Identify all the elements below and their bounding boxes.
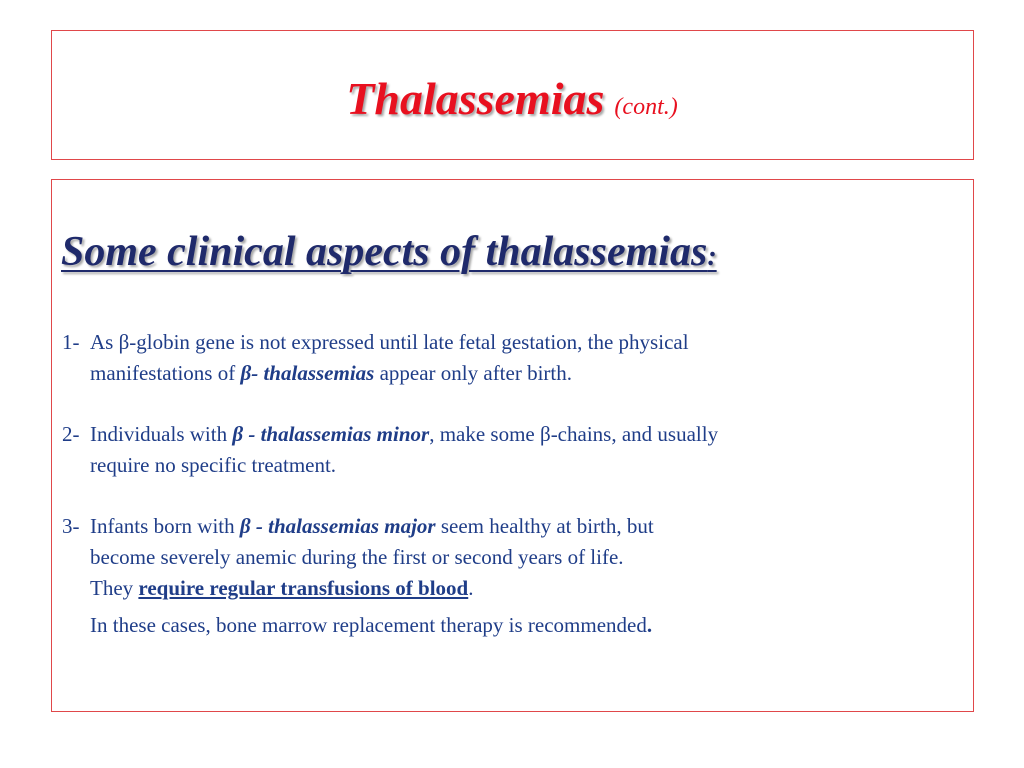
list-item-2 bbox=[62, 419, 718, 481]
list-item-3 bbox=[62, 511, 654, 641]
item-continuation bbox=[62, 610, 654, 641]
title-sub: (cont.) bbox=[614, 94, 678, 120]
item-number: 3- bbox=[62, 514, 80, 538]
item-emphasis: β- thalassemias bbox=[240, 361, 375, 385]
section-heading-text: Some clinical aspects of thalassemias bbox=[61, 229, 708, 275]
item-number: 2- bbox=[62, 422, 80, 446]
item-continuation bbox=[62, 358, 689, 389]
section-heading-colon: : bbox=[707, 241, 717, 272]
title-main: Thalassemias bbox=[346, 73, 605, 124]
item-number: 1- bbox=[62, 330, 80, 354]
item-text: In these cases, bone marrow replacement therapy is recommended bbox=[90, 613, 647, 637]
item-text: become severely anemic during the first or second years of life. bbox=[90, 545, 624, 569]
item-text: seem healthy at birth, but bbox=[435, 514, 654, 538]
item-text: They bbox=[90, 576, 139, 600]
item-text: . bbox=[468, 576, 474, 600]
item-text: , make some β-chains, and usually bbox=[429, 422, 719, 446]
item-text: require no specific treatment. bbox=[90, 453, 337, 477]
item-period: . bbox=[646, 613, 653, 637]
list-item-1 bbox=[62, 327, 689, 389]
item-text: appear only after birth. bbox=[374, 361, 572, 385]
transfusion-emphasis: require regular transfusions of blood bbox=[138, 576, 469, 600]
item-continuation bbox=[62, 573, 654, 604]
item-continuation bbox=[62, 450, 718, 481]
item-text: As β-globin gene is not expressed until late fetal gestation, the physical bbox=[90, 330, 689, 354]
item-text: Infants born with bbox=[90, 514, 240, 538]
section-heading bbox=[61, 228, 717, 276]
item-text: manifestations of bbox=[90, 361, 241, 385]
slide-title bbox=[0, 72, 1024, 125]
item-emphasis: β - thalassemias major bbox=[239, 514, 436, 538]
item-continuation bbox=[62, 542, 654, 573]
item-text: Individuals with bbox=[90, 422, 233, 446]
item-emphasis: β - thalassemias minor bbox=[232, 422, 430, 446]
